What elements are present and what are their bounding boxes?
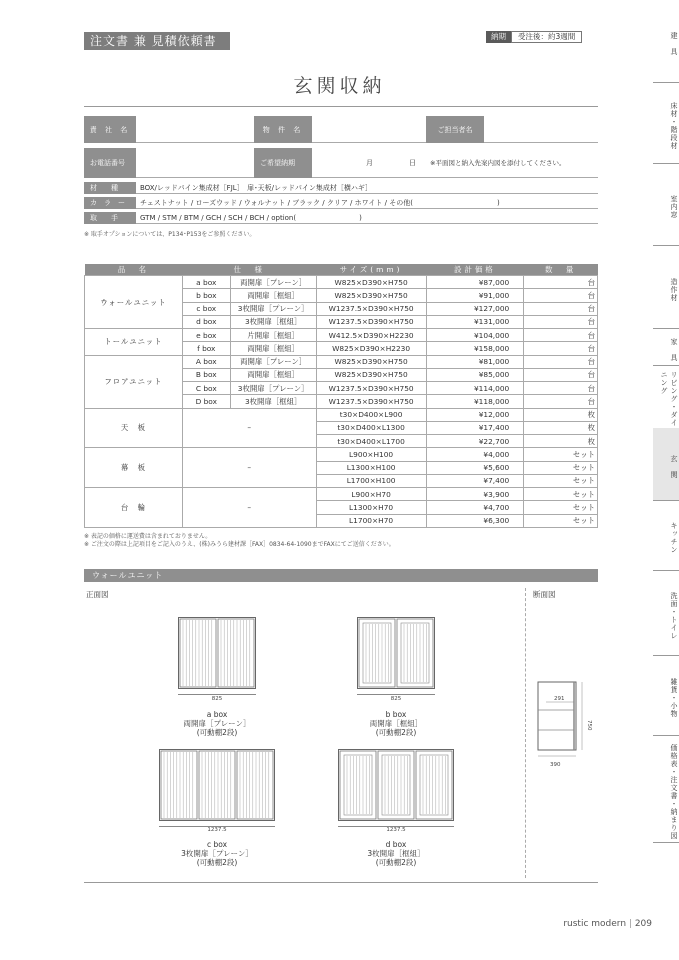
side-section-drawing [530,676,598,772]
product-code: b box [182,289,230,302]
phone-field[interactable] [136,148,254,178]
d-box-caption [336,840,456,867]
project-field[interactable] [312,116,426,143]
front-view-label: 正面図 [86,590,109,599]
header-qty: 数 量 [524,264,598,276]
c-box-sub: (可動棚2段) [196,858,238,867]
qty-cell[interactable]: 台 [524,342,598,355]
size-cell: W825×D390×H750 [316,355,426,368]
a-box-width: 825 [211,696,223,702]
d-box-spec: 3枚開扉［框組］ [367,849,425,858]
index-tab[interactable]: リビング・ダイニング [660,371,678,427]
qty-cell[interactable]: 台 [524,395,598,408]
size-cell: W825×D390×H750 [316,276,426,289]
header-spec: 仕 様 [182,264,316,276]
b-box-dim-line [357,694,435,695]
handle-note: ※ 取手オプションについては、P134･P153をご参照ください。 [84,231,256,238]
product-group-name: 幕 板 [85,448,183,488]
table-header-row [85,264,598,276]
d-box-sub: (可動棚2段) [375,858,417,867]
side-inner-depth: 291 [554,696,565,702]
c-box-width: 1237.5 [207,827,227,833]
delivery-field[interactable] [312,148,598,178]
size-cell: W1237.5×D390×H750 [316,315,426,328]
person-label: ご担当者名 [426,116,484,143]
color-label: カ ラ ー [84,197,136,209]
header-name: 品 名 [85,264,183,276]
c-box-code: c box [206,840,228,849]
price-cell: ¥91,000 [426,289,524,302]
b-box-drawing [357,617,435,689]
a-box-spec: 両開扉［プレーン］ [183,719,251,728]
document-type-badge: 注文書 兼 見積依頼書 [84,32,230,50]
table-row [85,448,598,461]
price-cell: ¥7,400 [426,474,524,487]
qty-cell[interactable]: 台 [524,368,598,381]
lead-time-label: 納期 [486,31,511,43]
header-price: 設計価格 [426,264,524,276]
c-box-caption [157,840,277,867]
price-cell: ¥104,000 [426,329,524,342]
qty-cell[interactable]: セット [524,448,598,461]
spec-cell: 3枚開扉［框組］ [230,395,316,408]
spec-cell: – [182,488,316,528]
product-group-name: 台 輪 [85,488,183,528]
product-group-name: トールユニット [85,329,183,356]
product-group-name: 天 板 [85,408,183,448]
title-divider [84,106,598,107]
b-box-caption [336,710,456,737]
handle-options[interactable]: GTM / STM / BTM / GCH / SCH / BCH / option( ) [136,212,598,224]
phone-label: お電話番号 [84,148,136,178]
b-box-sub: (可動棚2段) [375,728,417,737]
spec-cell: 両開扉［プレーン］ [230,276,316,289]
lead-time [486,31,582,43]
spec-cell: 3枚開扉［プレーン］ [230,382,316,395]
product-code: f box [182,342,230,355]
company-label: 責 社 名 [84,116,136,143]
price-cell: ¥4,700 [426,501,524,514]
fax-note: ※ ご注文の際は上記項目をご記入のうえ、(株)みうら建材課［FAX］0834-64-1090までFAXにてご送信ください。 [84,541,395,548]
d-box-drawing [338,749,454,821]
spec-cell: 3枚開扉［框組］ [230,315,316,328]
d-box-width: 1237.5 [386,827,406,833]
index-tab[interactable]: 床材・階段材 [670,101,678,150]
price-cell: ¥6,300 [426,514,524,527]
product-code: c box [182,302,230,315]
qty-cell[interactable]: 枚 [524,435,598,448]
qty-cell[interactable]: セット [524,474,598,487]
a-box-caption [157,710,277,737]
size-cell: t30×D400×L900 [316,408,426,421]
size-cell: L1300×H70 [316,501,426,514]
spec-cell: 両開扉［框組］ [230,368,316,381]
month-label: 月 [366,158,373,167]
spec-cell: 両開扉［框組］ [230,342,316,355]
qty-cell[interactable]: 台 [524,382,598,395]
index-tab[interactable]: 洗面・トイレ [670,591,678,640]
shipping-note: ※ 表記の価格に運送費は含まれておりません。 [84,533,212,540]
size-cell: L1700×H70 [316,514,426,527]
spec-cell: 両開扉［框組］ [230,289,316,302]
c-box-spec: 3枚開扉［プレーン］ [181,849,253,858]
delivery-note: ※平面図と納入先案内図を添付してください。 [430,159,566,167]
size-cell: W825×D390×H2230 [316,342,426,355]
side-depth: 390 [550,762,561,768]
qty-cell[interactable]: 台 [524,329,598,342]
price-cell: ¥127,000 [426,302,524,315]
table-row [85,329,598,342]
price-cell: ¥3,900 [426,488,524,501]
d-box-code: d box [385,840,407,849]
bottom-divider [84,882,598,883]
index-tab[interactable]: 雑貨・小物 [670,678,678,718]
company-field[interactable] [136,116,254,143]
table-row [85,488,598,501]
index-tab[interactable]: 価格表・注文書・納まり図 [670,743,678,840]
size-cell: t30×D400×L1700 [316,435,426,448]
product-code: D box [182,395,230,408]
index-tab[interactable]: 室内窓 [670,195,678,219]
product-code: B box [182,368,230,381]
qty-cell[interactable]: 台 [524,289,598,302]
size-cell: W1237.5×D390×H750 [316,302,426,315]
color-options[interactable]: チェストナット / ローズウッド / ウォルナット / ブラック / クリア / ホワイト / その他( ) [136,197,598,209]
qty-cell[interactable]: セット [524,501,598,514]
product-code: d box [182,315,230,328]
delivery-label: ご希望納期 [254,148,312,178]
brand-name: rustic modern [563,919,627,929]
size-cell: W825×D390×H750 [316,368,426,381]
product-code: e box [182,329,230,342]
index-tab[interactable]: 玄 関 [653,428,679,500]
size-cell: t30×D400×L1300 [316,421,426,434]
size-cell: L1300×H100 [316,461,426,474]
size-cell: L1700×H100 [316,474,426,487]
price-table [84,264,598,528]
page-title: 玄関収納 [293,75,386,97]
product-group-name: フロアユニット [85,355,183,408]
product-group-name: ウォールユニット [85,276,183,329]
side-view-label: 断面図 [533,590,556,599]
b-box-code: b box [385,710,407,719]
qty-cell[interactable]: 台 [524,276,598,289]
b-box-width: 825 [390,696,402,702]
product-code: A box [182,355,230,368]
size-cell: W412.5×D390×H2230 [316,329,426,342]
handle-label: 取 手 [84,212,136,224]
qty-cell[interactable]: セット [524,488,598,501]
table-row [85,408,598,421]
qty-cell[interactable]: 台 [524,355,598,368]
spec-cell: 片開扉［框組］ [230,329,316,342]
spec-cell: – [182,448,316,488]
b-box-spec: 両開扉［框組］ [369,719,423,728]
price-cell: ¥81,000 [426,355,524,368]
qty-cell[interactable]: セット [524,514,598,527]
price-cell: ¥158,000 [426,342,524,355]
price-cell: ¥131,000 [426,315,524,328]
section-divider [525,588,526,878]
price-cell: ¥17,400 [426,421,524,434]
section-title: ウォールユニット [84,569,598,582]
index-tab[interactable]: 建 具 [670,32,678,56]
price-cell: ¥12,000 [426,408,524,421]
a-box-code: a box [206,710,228,719]
table-row [85,355,598,368]
a-box-drawing [178,617,256,689]
size-cell: W1237.5×D390×H750 [316,395,426,408]
index-tab-divider [653,842,679,843]
qty-cell[interactable]: 枚 [524,421,598,434]
price-cell: ¥5,600 [426,461,524,474]
size-cell: W825×D390×H750 [316,289,426,302]
material-value: BOX/レッドパイン集成材［FJL］ 扉･天板/レッドパイン集成材［横ハギ］ [136,182,598,194]
side-height: 750 [586,720,592,731]
table-row [85,276,598,289]
size-cell: L900×H70 [316,488,426,501]
qty-cell[interactable]: セット [524,461,598,474]
qty-cell[interactable]: 台 [524,315,598,328]
index-tab[interactable]: 造作材 [670,277,678,302]
project-label: 物 件 名 [254,116,312,143]
index-tab[interactable]: 家 具 [670,337,678,362]
page-number: 209 [634,919,652,929]
qty-cell[interactable]: 台 [524,302,598,315]
spec-cell: 3枚開扉［プレーン］ [230,302,316,315]
price-cell: ¥85,000 [426,368,524,381]
day-label: 日 [409,158,416,167]
spec-cell: 両開扉［プレーン］ [230,355,316,368]
product-code: C box [182,382,230,395]
lead-time-value: 受注後：約3週間 [511,31,582,43]
side-cabinet-outline [538,682,576,750]
c-box-drawing [159,749,275,821]
price-cell: ¥114,000 [426,382,524,395]
a-box-dim-line [178,694,256,695]
price-cell: ¥22,700 [426,435,524,448]
page-footer: rustic modern | 209 [563,919,652,929]
material-label: 材 種 [84,182,136,194]
price-cell: ¥4,000 [426,448,524,461]
product-code: a box [182,276,230,289]
person-field[interactable] [484,116,598,143]
price-cell: ¥87,000 [426,276,524,289]
spec-cell: – [182,408,316,448]
qty-cell[interactable]: 枚 [524,408,598,421]
index-tab[interactable]: キッチン [670,522,678,554]
a-box-sub: (可動棚2段) [196,728,238,737]
price-cell: ¥118,000 [426,395,524,408]
size-cell: L900×H100 [316,448,426,461]
size-cell: W1237.5×D390×H750 [316,382,426,395]
header-size: サイズ(mm) [316,264,426,276]
